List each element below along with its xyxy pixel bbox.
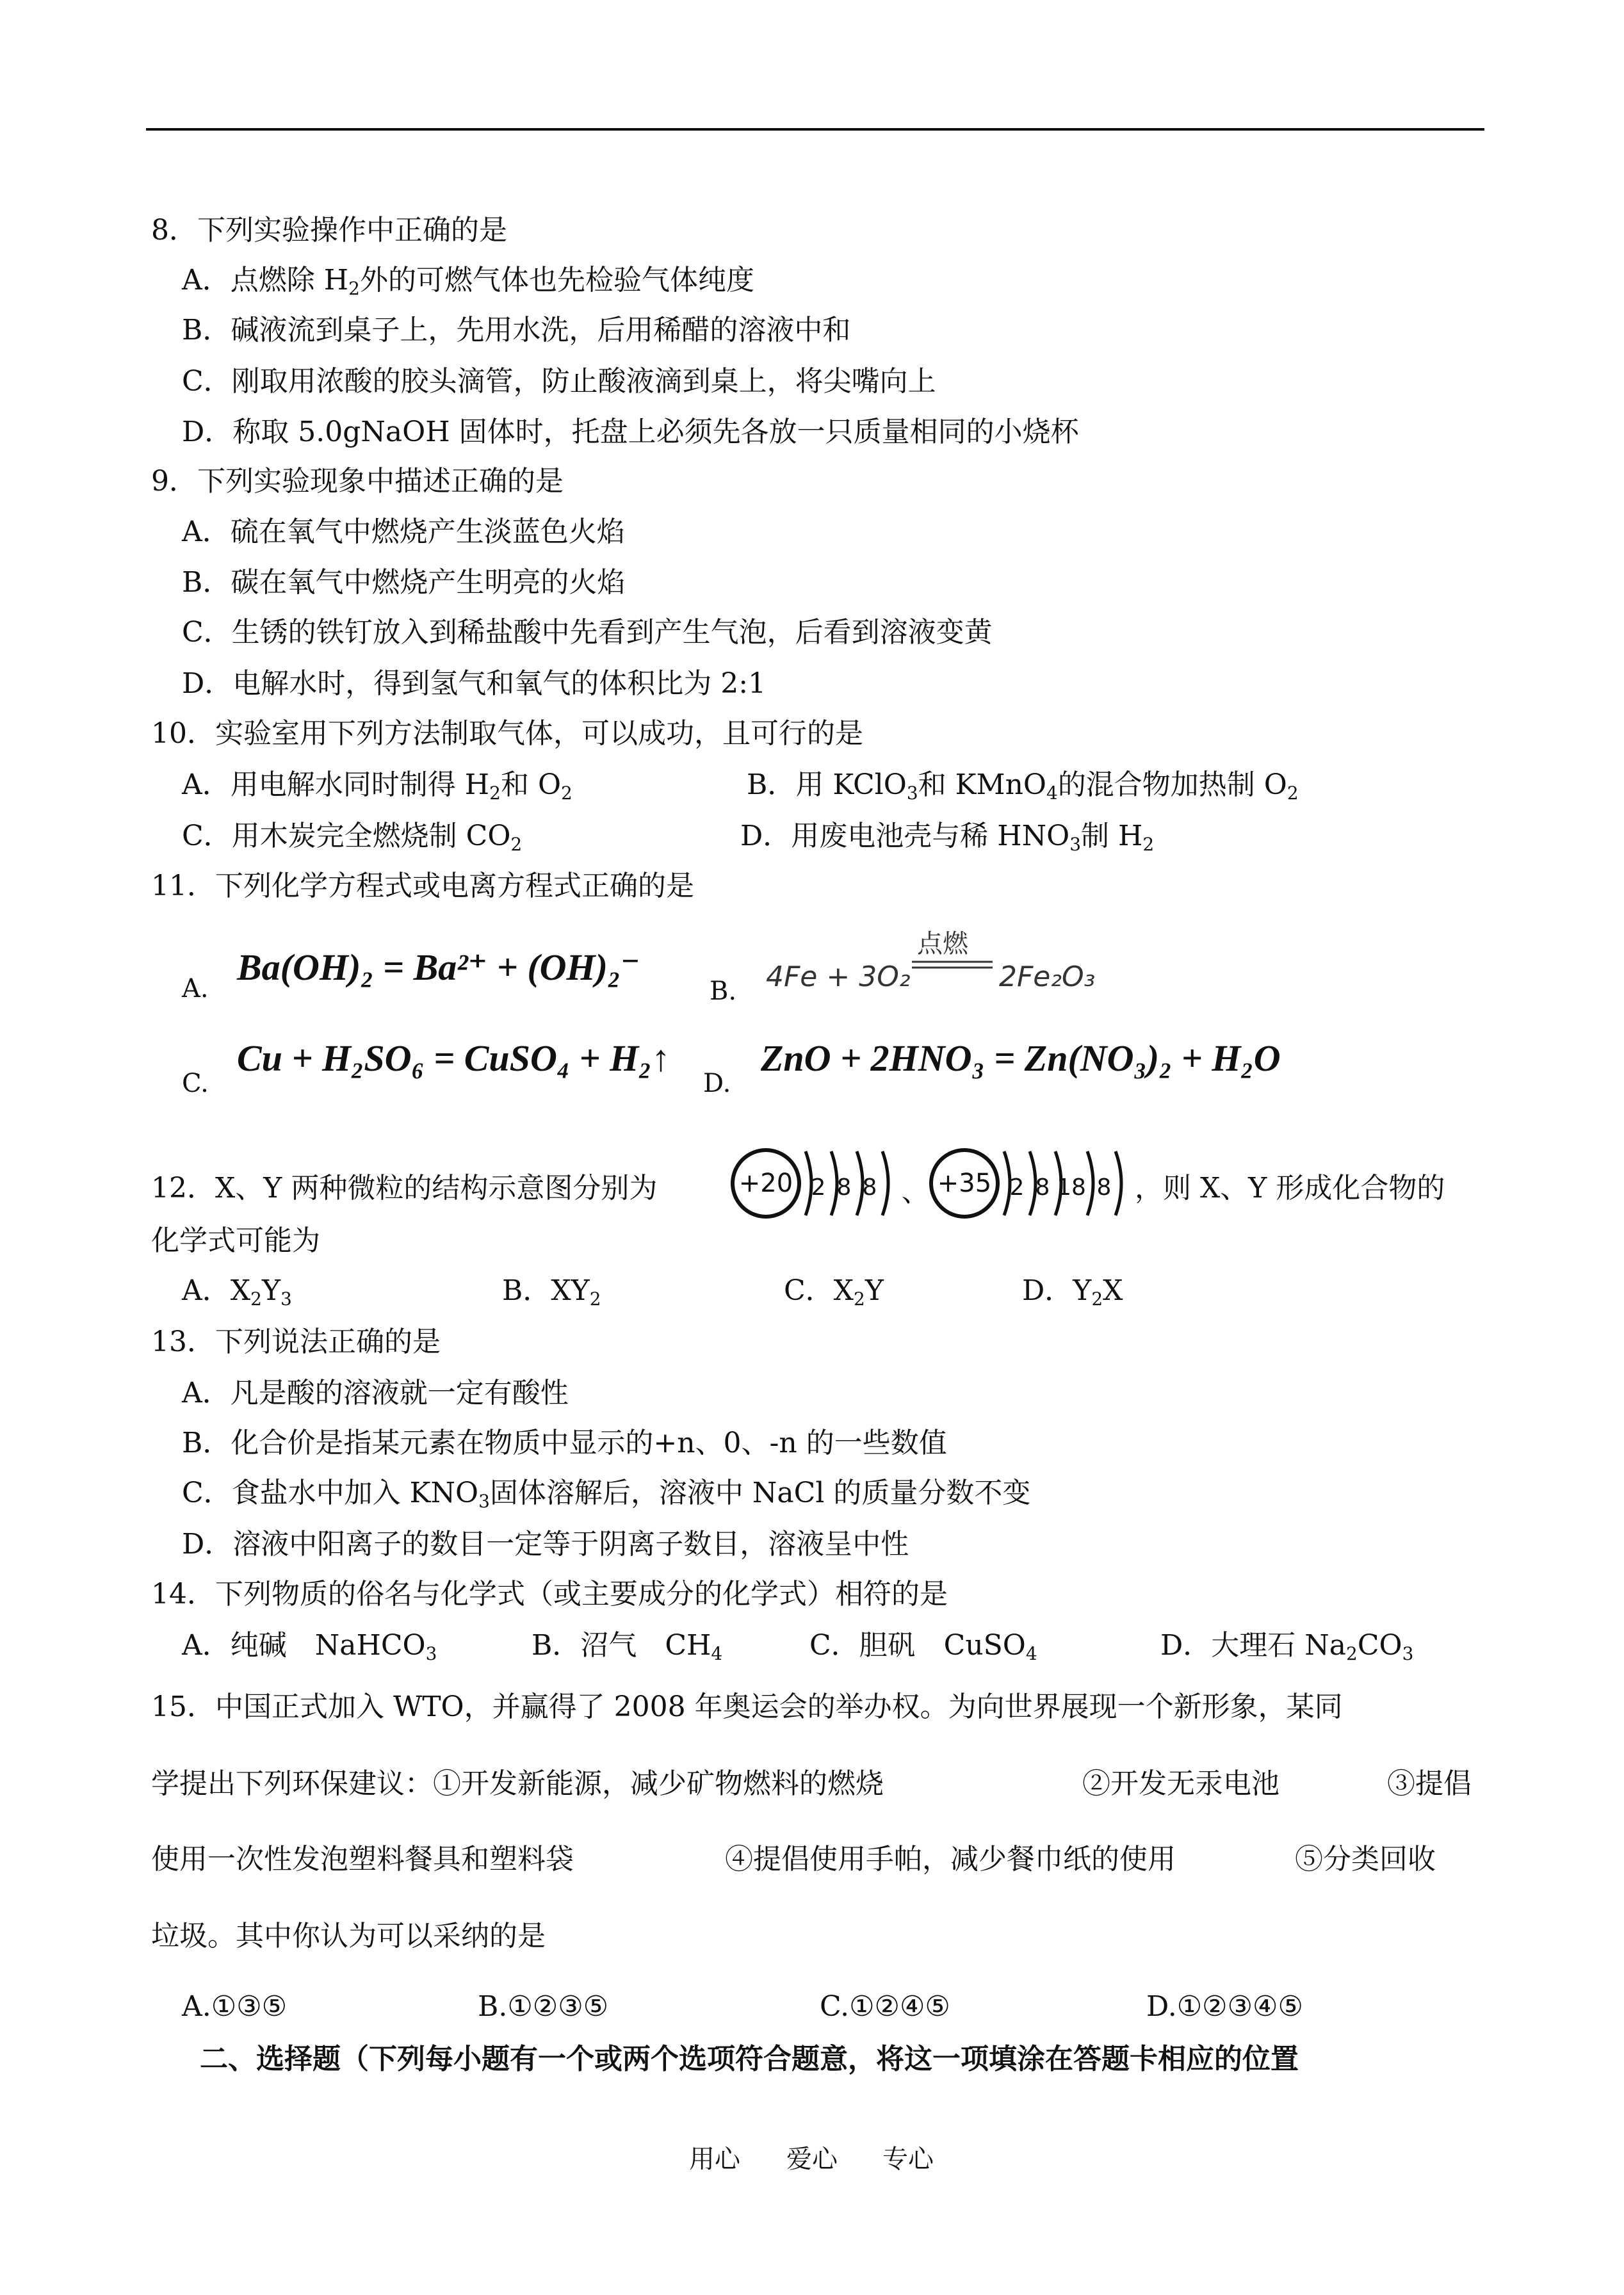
q15-option-c: C.①②④⑤ [820,1990,950,2023]
q15-option-d: D.①②③④⑤ [1146,1990,1303,2023]
q14-option-a: A．纯碱 NaHCO$_3$ [182,1629,437,1664]
q12-stem-2: ，则 X、Y 形成化合物的 [1135,1172,1445,1204]
q13-stem: 13．下列说法正确的是 [151,1326,441,1358]
q15-line-2c: ③提倡 [1387,1767,1472,1800]
q12-option-a: A．$X_2Y_3$ [182,1274,292,1310]
q15-line-2b: ②开发无汞电池 [1082,1767,1279,1800]
x-shell-3: 8 [862,1174,877,1201]
q11-label-d: D. [703,1069,731,1098]
q11-stem: 11．下列化学方程式或电离方程式正确的是 [151,870,694,902]
q8-option-a: A．点燃除 $H_2$外的可燃气体也先检验气体纯度 [182,264,754,299]
q10-option-c: C．用木炭完全燃烧制 $CO_2$ [182,820,523,855]
q13-option-d: D．溶液中阳离子的数目一定等于阴离子数目，溶液呈中性 [182,1528,909,1561]
q14-option-c: C．胆矾 CuSO$_4$ [809,1629,1037,1664]
q12-atomic-structure-diagrams [727,1132,1137,1238]
q9-option-b: B．碳在氧气中燃烧产生明亮的火焰 [182,566,626,599]
q13-option-a: A．凡是酸的溶液就一定有酸性 [182,1377,569,1409]
x-nucleus-charge: +20 [738,1169,793,1198]
y-shell-2: 8 [1035,1174,1050,1201]
q11-condition-b: 点燃 [917,929,968,959]
x-shell-1: 2 [811,1174,826,1201]
q8-option-c: C．刚取用浓酸的胶头滴管，防止酸液滴到桌上，将尖嘴向上 [182,365,936,398]
q10-option-d: D．用废电池壳与稀 $HNO_3$制 $H_2$ [740,820,1155,855]
q15-line-1: 15．中国正式加入 WTO，并赢得了 2008 年奥运会的举办权。为向世界展现一个新形象，某同 [151,1691,1343,1723]
q14-stem: 14．下列物质的俗名与化学式（或主要成分的化学式）相符的是 [151,1578,948,1610]
q11-equation-b-right: 2Fe₂O₃ [999,961,1096,993]
y-shell-4: 8 [1096,1174,1112,1201]
q11-label-b: B. [710,977,737,1006]
q15-option-b: B.①②③⑤ [478,1990,609,2023]
q8-stem: 8．下列实验操作中正确的是 [151,214,507,247]
q9-option-d: D．电解水时，得到氢气和氧气的体积比为 2:1 [182,667,767,700]
y-shell-1: 2 [1009,1174,1025,1201]
q15-line-4: 垃圾。其中你认为可以采纳的是 [151,1920,546,1952]
q15-line-3b: ④提倡使用手帕，减少餐巾纸的使用 [725,1843,1176,1876]
footer-text-3: 专心 [882,2145,934,2174]
q9-option-a: A．硫在氧气中燃烧产生淡蓝色火焰 [182,515,625,548]
q11-equation-b-left: 4Fe + 3O₂ [766,961,911,993]
q14-option-d: D．大理石 $Na_2CO_3$ [1160,1629,1414,1664]
q12-stem-1: 12．X、Y 两种微粒的结构示意图分别为 [151,1172,658,1204]
q12-stem-3: 化学式可能为 [151,1224,320,1257]
q12-separator: 、 [902,1176,929,1208]
q10-option-b: B．用 KClO$_3$和 KMnO$_4$的混合物加热制 $O_2$ [747,768,1299,804]
header-rule [146,128,1484,131]
q10-stem: 10．实验室用下列方法制取气体，可以成功，且可行的是 [151,717,863,750]
y-structure-diagram [931,1150,1121,1217]
q11-equation-c: Cu + H₂SO₆ = CuSO₄ + H₂↑ [237,1037,670,1079]
q12-option-b: B．$XY_2$ [502,1274,601,1310]
q14-option-b: B．沼气 $CH_4$ [532,1629,723,1664]
x-structure-diagram [733,1150,888,1217]
q15-line-3c: ⑤分类回收 [1295,1843,1436,1876]
y-shell-3: 18 [1057,1174,1086,1201]
q11-equals-long [909,959,995,971]
y-nucleus-charge: +35 [937,1169,992,1198]
q15-option-a: A.①③⑤ [182,1990,288,2023]
q15-line-3a: 使用一次性发泡塑料餐具和塑料袋 [151,1843,574,1876]
q12-option-d: D．$Y_2X$ [1022,1274,1123,1310]
footer-text-1: 用心 [689,2145,740,2174]
q9-option-c: C．生锈的铁钉放入到稀盐酸中先看到产生气泡，后看到溶液变黄 [182,616,993,649]
q8-option-d: D．称取 5.0gNaOH 固体时，托盘上必须先各放一只质量相同的小烧杯 [182,416,1079,448]
q8-option-b: B．碱液流到桌子上，先用水洗，后用稀醋的溶液中和 [182,314,851,346]
q13-option-c: C．食盐水中加入 $KNO_3$固体溶解后，溶液中 NaCl 的质量分数不变 [182,1477,1031,1512]
q11-equation-d: ZnO + 2HNO₃ = Zn(NO₃)₂ + H₂O [761,1037,1281,1079]
x-shell-2: 8 [836,1174,852,1201]
section-2-heading: 二、选择题（下列每小题有一个或两个选项符合题意，将这一项填涂在答题卡相应的位置 [200,2043,1299,2075]
q11-label-a: A. [182,974,209,1003]
q11-equation-a: Ba(OH)₂ = Ba²⁺ + (OH)₂⁻ [237,946,640,988]
q11-label-c: C. [182,1069,209,1098]
q15-line-2a: 学提出下列环保建议：①开发新能源，减少矿物燃料的燃烧 [151,1767,884,1800]
footer-text-2: 爱心 [786,2145,838,2174]
q13-option-b: B．化合价是指某元素在物质中显示的+n、0、-n 的一些数值 [182,1427,947,1459]
q10-option-a: A．用电解水同时制得 $H_2$和 $O_2$ [182,768,572,804]
q9-stem: 9．下列实验现象中描述正确的是 [151,465,564,498]
q12-option-c: C．$X_2Y$ [784,1274,884,1310]
